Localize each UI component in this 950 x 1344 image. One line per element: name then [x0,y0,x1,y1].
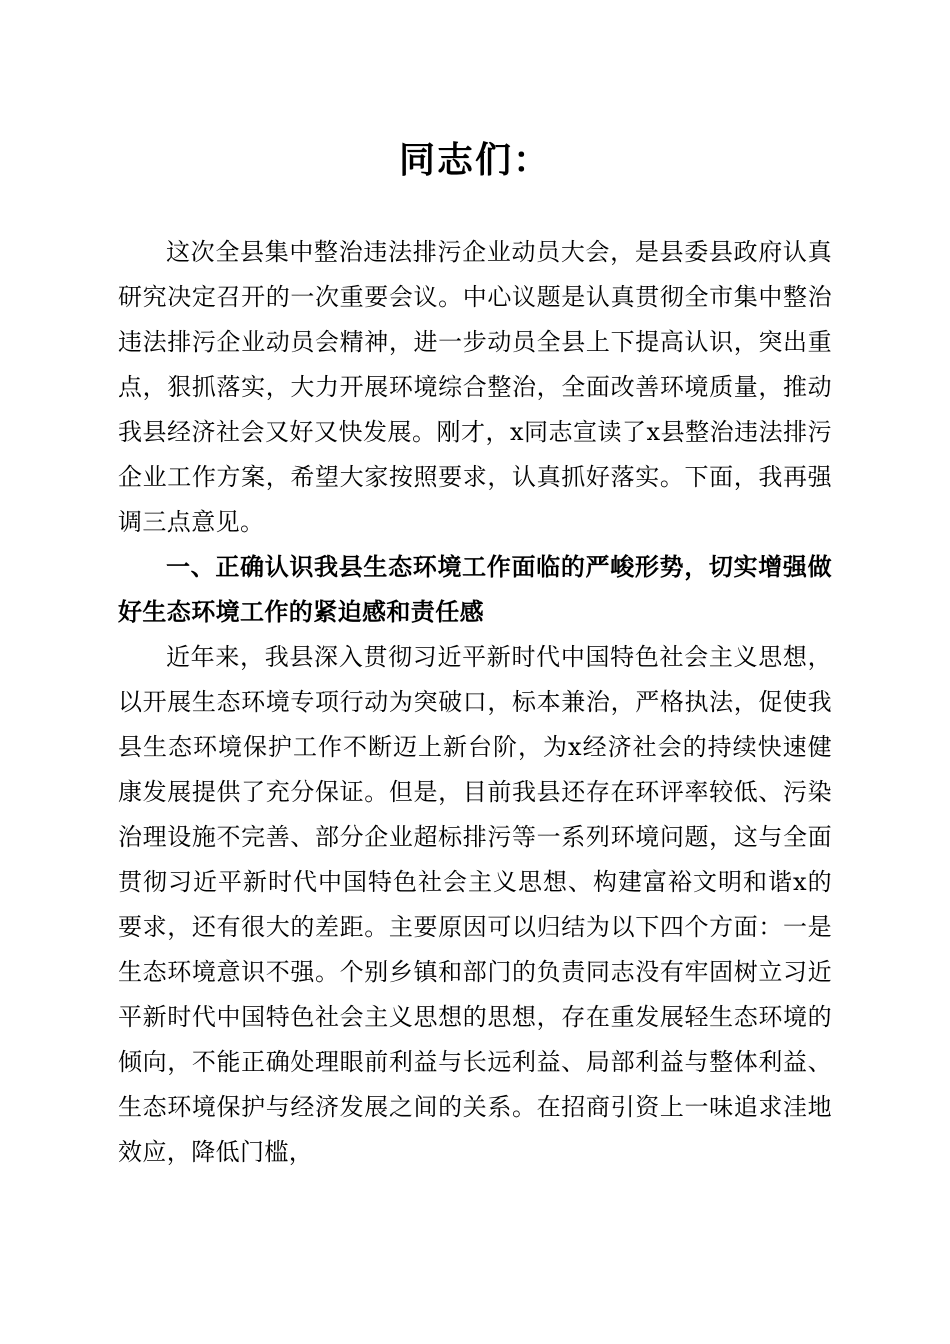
document-body [118,230,832,1175]
opening-paragraph: 这次全县集中整治违法排污企业动员大会，是县委县政府认真研究决定召开的一次重要会议。中心议题是认真贯彻全市集中整治违法排污企业动员会精神，进一步动员全县上下提高认识，突出重点，狠抓落实，大力开展环境综合整治，全面改善环境质量，推动我县经济社会又好又快发展。刚才，x同志宣读了x县整治违法排污企业工作方案，希望大家按照要求，认真抓好落实。下面，我再强调三点意见。 [118,238,832,536]
document-title: 同志们： [398,139,551,181]
section-1-paragraph: 近年来，我县深入贯彻习近平新时代中国特色社会主义思想，以开展生态环境专项行动为突破口，标本兼治，严格执法，促使我县生态环境保护工作不断迈上新台阶，为x经济社会的持续快速健康发展提供了充分保证。但是，目前我县还存在环评率较低、污染治理设施不完善、部分企业超标排污等一系列环境问题，这与全面贯彻习近平新时代中国特色社会主义思想、构建富裕文明和谐x的要求，还有很大的差距。主要原因可以归结为以下四个方面：一是生态环境意识不强。个别乡镇和部门的负责同志没有牢固树立习近平新时代中国特色社会主义思想的思想，存在重发展轻生态环境的倾向，不能正确处理眼前利益与长远利益、局部利益与整体利益、生态环境保护与经济发展之间的关系。在招商引资上一味追求洼地效应，降低门槛， [118,643,832,1166]
section-heading-1: 一、正确认识我县生态环境工作面临的严峻形势，切实增强做好生态环境工作的紧迫感和责任感 [118,553,832,626]
